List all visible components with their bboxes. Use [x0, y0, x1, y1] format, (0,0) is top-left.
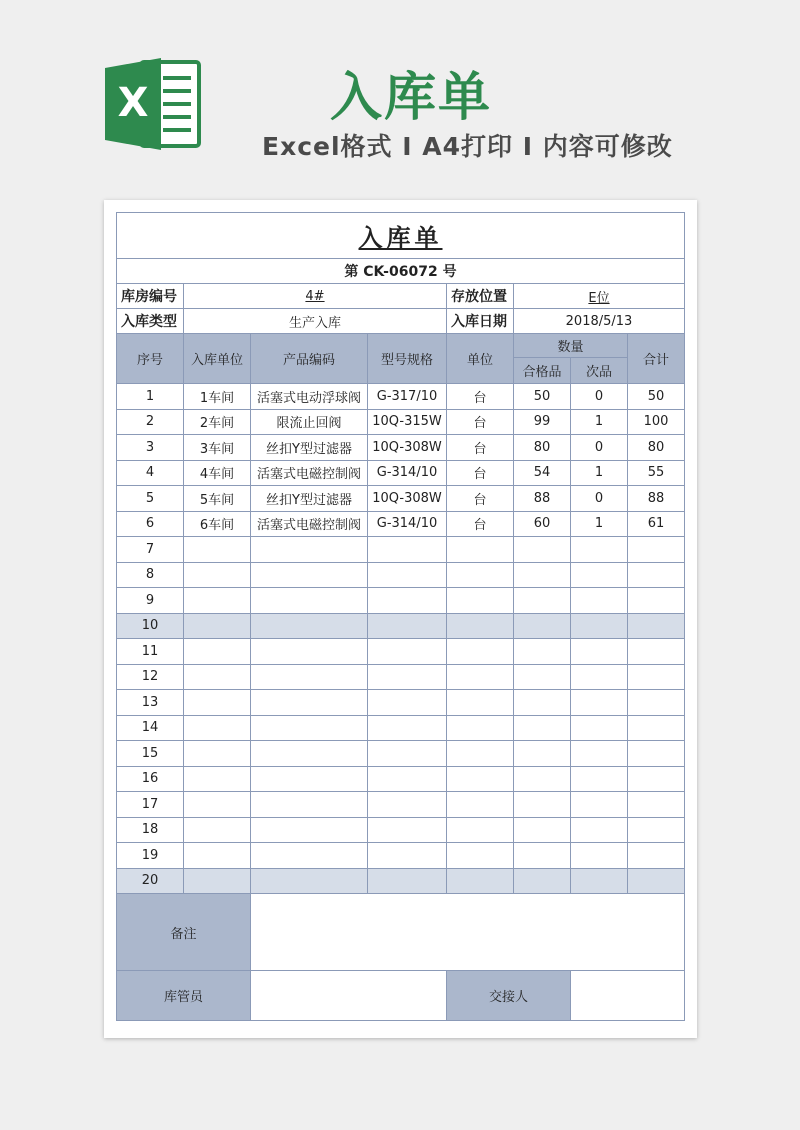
cell-seq: 4 [117, 460, 184, 486]
location-label: 存放位置 [447, 284, 514, 309]
cell-code[interactable] [251, 868, 368, 894]
table-row [117, 741, 685, 767]
cell-spec[interactable]: 10Q-308W [368, 486, 447, 512]
cell-seq: 8 [117, 562, 184, 588]
cell-total[interactable] [628, 868, 685, 894]
cell-code[interactable]: 活塞式电磁控制阀 [251, 460, 368, 486]
cell-code[interactable] [251, 664, 368, 690]
cell-qualified[interactable]: 60 [514, 511, 571, 537]
keeper-field[interactable] [251, 971, 447, 1021]
cell-dept[interactable] [184, 562, 251, 588]
cell-defective[interactable]: 1 [571, 460, 628, 486]
cell-seq: 17 [117, 792, 184, 818]
cell-unit[interactable] [447, 843, 514, 869]
cell-qualified[interactable] [514, 868, 571, 894]
cell-qualified[interactable]: 99 [514, 409, 571, 435]
table-row [117, 486, 685, 512]
cell-total[interactable] [628, 690, 685, 716]
cell-unit[interactable] [447, 817, 514, 843]
cell-seq: 11 [117, 639, 184, 665]
cell-qualified[interactable] [514, 664, 571, 690]
cell-defective[interactable]: 0 [571, 435, 628, 461]
cell-total[interactable] [628, 792, 685, 818]
cell-dept[interactable] [184, 766, 251, 792]
table-row [117, 613, 685, 639]
cell-spec[interactable] [368, 639, 447, 665]
cell-spec[interactable] [368, 843, 447, 869]
date-value[interactable]: 2018/5/13 [514, 309, 685, 334]
cell-code[interactable] [251, 639, 368, 665]
cell-code[interactable]: 活塞式电动浮球阀 [251, 384, 368, 410]
cell-defective[interactable] [571, 843, 628, 869]
cell-dept[interactable]: 3车间 [184, 435, 251, 461]
cell-unit[interactable] [447, 766, 514, 792]
col-header-code: 产品编码 [251, 334, 368, 384]
cell-code[interactable] [251, 562, 368, 588]
cell-spec[interactable] [368, 792, 447, 818]
cell-seq: 9 [117, 588, 184, 614]
cell-code[interactable] [251, 843, 368, 869]
cell-spec[interactable]: 10Q-308W [368, 435, 447, 461]
cell-seq: 3 [117, 435, 184, 461]
cell-unit[interactable] [447, 588, 514, 614]
table-row [117, 690, 685, 716]
cell-code[interactable] [251, 766, 368, 792]
table-row [117, 537, 685, 563]
cell-total[interactable] [628, 766, 685, 792]
remark-field[interactable] [251, 894, 685, 971]
cell-unit[interactable] [447, 639, 514, 665]
cell-code[interactable] [251, 715, 368, 741]
cell-unit[interactable]: 台 [447, 460, 514, 486]
col-header-total: 合计 [628, 334, 685, 384]
cell-defective[interactable] [571, 715, 628, 741]
cell-unit[interactable] [447, 741, 514, 767]
table-row [117, 562, 685, 588]
cell-spec[interactable] [368, 562, 447, 588]
cell-total[interactable] [628, 613, 685, 639]
cell-spec[interactable] [368, 690, 447, 716]
cell-code[interactable]: 活塞式电磁控制阀 [251, 511, 368, 537]
form-title: 入库单 [117, 213, 685, 259]
table-row [117, 792, 685, 818]
cell-dept[interactable] [184, 843, 251, 869]
cell-defective[interactable] [571, 562, 628, 588]
cell-seq: 2 [117, 409, 184, 435]
document-number: 第 CK-06072 号 [117, 259, 685, 284]
cell-unit[interactable]: 台 [447, 486, 514, 512]
cell-defective[interactable]: 0 [571, 486, 628, 512]
cell-total[interactable] [628, 588, 685, 614]
cell-total[interactable] [628, 562, 685, 588]
cell-spec[interactable] [368, 868, 447, 894]
table-row [117, 766, 685, 792]
cell-total[interactable]: 61 [628, 511, 685, 537]
cell-dept[interactable] [184, 741, 251, 767]
remark-label: 备注 [117, 894, 251, 971]
cell-defective[interactable] [571, 613, 628, 639]
banner-title: 入库单 [330, 68, 493, 128]
table-row [117, 409, 685, 435]
handover-label: 交接人 [447, 971, 571, 1021]
excel-icon [103, 58, 203, 150]
keeper-label: 库管员 [117, 971, 251, 1021]
type-value[interactable]: 生产入库 [184, 309, 447, 334]
cell-total[interactable] [628, 537, 685, 563]
cell-dept[interactable]: 1车间 [184, 384, 251, 410]
cell-qualified[interactable] [514, 843, 571, 869]
cell-qualified[interactable]: 54 [514, 460, 571, 486]
table-row [117, 460, 685, 486]
cell-total[interactable]: 100 [628, 409, 685, 435]
cell-unit[interactable] [447, 537, 514, 563]
table-row [117, 715, 685, 741]
cell-spec[interactable]: 10Q-315W [368, 409, 447, 435]
cell-qualified[interactable] [514, 715, 571, 741]
cell-qualified[interactable]: 88 [514, 486, 571, 512]
cell-qualified[interactable] [514, 690, 571, 716]
cell-dept[interactable] [184, 690, 251, 716]
cell-qualified[interactable] [514, 562, 571, 588]
cell-code[interactable] [251, 792, 368, 818]
table-row [117, 868, 685, 894]
cell-unit[interactable] [447, 792, 514, 818]
cell-defective[interactable]: 0 [571, 384, 628, 410]
cell-spec[interactable]: G-314/10 [368, 511, 447, 537]
cell-defective[interactable] [571, 588, 628, 614]
cell-dept[interactable] [184, 715, 251, 741]
cell-spec[interactable] [368, 537, 447, 563]
cell-total[interactable] [628, 741, 685, 767]
excel-logo-letter: X [117, 80, 149, 126]
cell-unit[interactable]: 台 [447, 511, 514, 537]
banner-subtitle: Excel格式 I A4打印 I 内容可修改 [262, 132, 673, 161]
table-row [117, 639, 685, 665]
cell-spec[interactable] [368, 766, 447, 792]
col-header-dept: 入库单位 [184, 334, 251, 384]
table-row [117, 664, 685, 690]
handover-field[interactable] [571, 971, 685, 1021]
cell-seq: 15 [117, 741, 184, 767]
cell-defective[interactable]: 1 [571, 511, 628, 537]
cell-dept[interactable] [184, 639, 251, 665]
cell-code[interactable] [251, 690, 368, 716]
cell-unit[interactable] [447, 664, 514, 690]
warehouse-no-value[interactable]: 4# [184, 284, 447, 309]
warehouse-no-label: 库房编号 [117, 284, 184, 309]
cell-spec[interactable] [368, 664, 447, 690]
cell-spec[interactable]: G-317/10 [368, 384, 447, 410]
cell-defective[interactable] [571, 766, 628, 792]
cell-defective[interactable]: 1 [571, 409, 628, 435]
cell-total[interactable] [628, 715, 685, 741]
cell-total[interactable]: 88 [628, 486, 685, 512]
cell-spec[interactable] [368, 588, 447, 614]
cell-unit[interactable] [447, 715, 514, 741]
cell-defective[interactable] [571, 817, 628, 843]
cell-code[interactable] [251, 741, 368, 767]
cell-total[interactable]: 50 [628, 384, 685, 410]
cell-code[interactable] [251, 537, 368, 563]
cell-dept[interactable] [184, 664, 251, 690]
cell-seq: 19 [117, 843, 184, 869]
cell-unit[interactable]: 台 [447, 384, 514, 410]
cell-seq: 14 [117, 715, 184, 741]
cell-qualified[interactable]: 80 [514, 435, 571, 461]
cell-code[interactable]: 丝扣Y型过滤器 [251, 435, 368, 461]
cell-dept[interactable] [184, 613, 251, 639]
cell-unit[interactable] [447, 613, 514, 639]
cell-qualified[interactable]: 50 [514, 384, 571, 410]
cell-dept[interactable] [184, 817, 251, 843]
cell-defective[interactable] [571, 741, 628, 767]
cell-seq: 6 [117, 511, 184, 537]
cell-spec[interactable] [368, 817, 447, 843]
cell-defective[interactable] [571, 690, 628, 716]
cell-dept[interactable]: 6车间 [184, 511, 251, 537]
cell-qualified[interactable] [514, 817, 571, 843]
date-label: 入库日期 [447, 309, 514, 334]
table-row [117, 843, 685, 869]
cell-qualified[interactable] [514, 766, 571, 792]
cell-total[interactable] [628, 639, 685, 665]
cell-unit[interactable]: 台 [447, 435, 514, 461]
table-body [117, 384, 685, 894]
cell-qualified[interactable] [514, 639, 571, 665]
cell-spec[interactable] [368, 613, 447, 639]
cell-seq: 13 [117, 690, 184, 716]
cell-seq: 18 [117, 817, 184, 843]
col-header-seq: 序号 [117, 334, 184, 384]
cell-seq: 20 [117, 868, 184, 894]
cell-total[interactable] [628, 817, 685, 843]
cell-spec[interactable]: G-314/10 [368, 460, 447, 486]
cell-code[interactable] [251, 613, 368, 639]
col-header-qty: 数量 [514, 334, 628, 358]
cell-qualified[interactable] [514, 741, 571, 767]
table-row [117, 384, 685, 410]
table-row [117, 435, 685, 461]
cell-seq: 16 [117, 766, 184, 792]
cell-defective[interactable] [571, 537, 628, 563]
table-row [117, 511, 685, 537]
form-sheet [104, 200, 697, 1038]
location-value[interactable]: E位 [514, 284, 685, 309]
cell-unit[interactable] [447, 868, 514, 894]
table-row [117, 588, 685, 614]
cell-defective[interactable] [571, 868, 628, 894]
cell-unit[interactable] [447, 562, 514, 588]
warehouse-receipt-table [116, 212, 685, 1021]
cell-seq: 12 [117, 664, 184, 690]
cell-code[interactable]: 丝扣Y型过滤器 [251, 486, 368, 512]
cell-dept[interactable] [184, 792, 251, 818]
cell-total[interactable]: 55 [628, 460, 685, 486]
cell-code[interactable] [251, 817, 368, 843]
col-header-defective: 次品 [571, 358, 628, 384]
cell-qualified[interactable] [514, 537, 571, 563]
cell-dept[interactable]: 5车间 [184, 486, 251, 512]
table-row [117, 817, 685, 843]
cell-seq: 1 [117, 384, 184, 410]
cell-defective[interactable] [571, 792, 628, 818]
cell-qualified[interactable] [514, 792, 571, 818]
cell-qualified[interactable] [514, 613, 571, 639]
banner [0, 0, 800, 200]
cell-code[interactable]: 限流止回阀 [251, 409, 368, 435]
cell-total[interactable] [628, 664, 685, 690]
cell-total[interactable]: 80 [628, 435, 685, 461]
cell-total[interactable] [628, 843, 685, 869]
cell-spec[interactable] [368, 715, 447, 741]
cell-dept[interactable]: 4车间 [184, 460, 251, 486]
cell-dept[interactable] [184, 868, 251, 894]
cell-seq: 7 [117, 537, 184, 563]
col-header-unit: 单位 [447, 334, 514, 384]
col-header-spec: 型号规格 [368, 334, 447, 384]
cell-dept[interactable] [184, 588, 251, 614]
col-header-qualified: 合格品 [514, 358, 571, 384]
cell-defective[interactable] [571, 639, 628, 665]
type-label: 入库类型 [117, 309, 184, 334]
cell-unit[interactable] [447, 690, 514, 716]
cell-qualified[interactable] [514, 588, 571, 614]
cell-unit[interactable]: 台 [447, 409, 514, 435]
cell-dept[interactable]: 2车间 [184, 409, 251, 435]
cell-seq: 10 [117, 613, 184, 639]
cell-spec[interactable] [368, 741, 447, 767]
cell-code[interactable] [251, 588, 368, 614]
cell-dept[interactable] [184, 537, 251, 563]
cell-defective[interactable] [571, 664, 628, 690]
cell-seq: 5 [117, 486, 184, 512]
